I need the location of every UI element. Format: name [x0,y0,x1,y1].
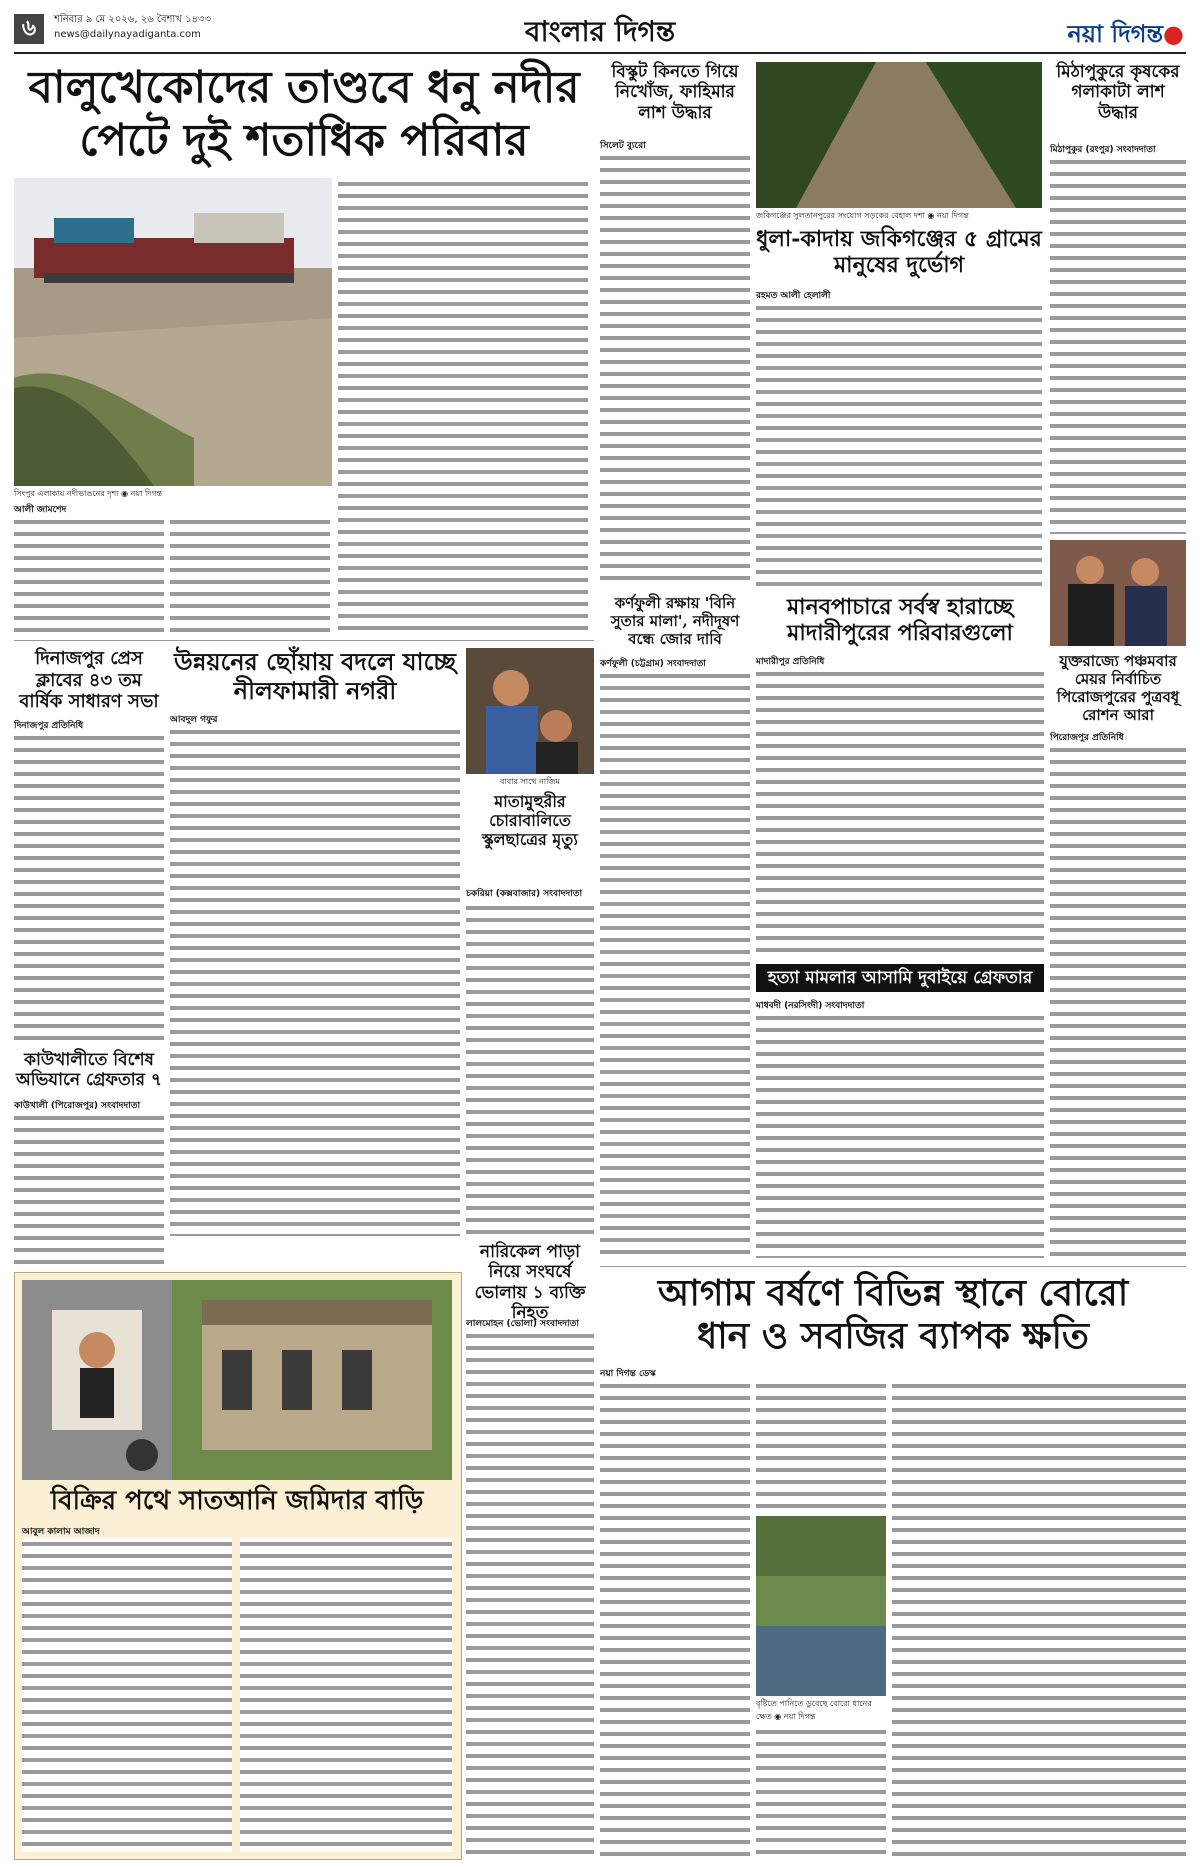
zamindar-byline: আবুল কালাম আজাদ [22,1527,100,1537]
zamindar-body-col1 [22,1538,232,1852]
mayor-photo [1050,540,1186,646]
chakaria-byline: চকরিয়া (কক্সবাজার) সংবাদদাতা [466,889,583,899]
header-rule [14,52,1186,54]
mithapukur-byline: মিঠাপুকুর (রংপুর) সংবাদদাতা [1050,145,1156,155]
karnaphuli-byline: কর্ণফুলী (চট্টগ্রাম) সংবাদদাতা [600,659,706,669]
chakaria-headline: মাতামুহুরীর চোরাবালিতে স্কুলছাত্রের মৃত্যু [482,792,578,850]
dinajpur-body [14,732,164,1044]
karnaphuli-body [600,670,750,1258]
nilphamari-body [170,726,460,1236]
madaripur-byline: মাদারীপুর প্রতিনিধি [756,657,825,667]
dubai-body [756,1012,1044,1258]
jokiganj-photo [756,62,1042,208]
bhola-byline: লালমোহন (ভোলা) সংবাদদাতা [466,1319,579,1329]
bhola-headline: নারিকেল পাড়া নিয়ে সংঘর্ষে ভোলায় ১ ব্যক্তি নিহত [474,1242,586,1324]
zamindar-body-col2 [240,1538,452,1852]
kaukhali-body [14,1112,164,1266]
boro-body-col2 [756,1380,886,1510]
lead-body-col1 [14,516,164,634]
boro-body-col2b [756,1726,886,1858]
lead-headline-line2: পেটে দুই শতাধিক পরিবার [79,114,529,166]
jokiganj-photo-caption: জকিগঞ্জের সুলতানপুরের সংযোগ সড়কের বেহাল দশা ◉ নয়া দিগন্ত [756,211,969,220]
biscuit-byline: সিলেট ব্যুরো [600,141,646,151]
boro-photo-caption: বৃষ্টিতে পানিতে ডুবেছে বোরো ধানের ক্ষেত ◉ নয়া দিগন্ত [756,1699,872,1721]
karnaphuli-headline: কর্ণফুলী রক্ষায় 'বিনি সুতার মালা', নদীদূষণ বন্ধে জোর দাবি [610,594,740,648]
zamindar-headline: বিক্রির পথে সাতআনি জমিদার বাড়ি [50,1486,424,1516]
boro-headline [600,1272,1186,1358]
boro-body-col3 [892,1380,1186,1858]
page-number: ৬ [14,14,44,44]
dinajpur-headline: দিনাজপুর প্রেস ক্লাবের ৪৩ তম বার্ষিক সাধারণ সভা [19,648,159,713]
lead-headline-line1: বালুখেকোদের তাণ্ডবে ধনু নদীর [28,62,580,113]
jokiganj-body [756,302,1042,588]
zamindar-photo [22,1280,452,1480]
mayor-body [1050,744,1186,1264]
lead-body-col3 [338,178,588,634]
madaripur-headline: মানবপাচারে সর্বস্ব হারাচ্ছে মাদারীপুরের পরিবারগুলো [786,594,1014,647]
rule [14,640,594,641]
section-title: বাংলার দিগন্ত [524,15,676,48]
kaukhali-headline: কাউখালীতে বিশেষ অভিযানে গ্রেফতার ৭ [16,1050,162,1091]
kaukhali-byline: কাউখালী (পিরোজপুর) সংবাদদাতা [14,1101,141,1111]
mayor-headline: যুক্তরাজ্যে পঞ্চমবার মেয়র নির্বাচিত পিরোজপুরের পুত্রবধূ রোশন আরা [1056,652,1180,724]
dubai-headline: হত্যা মামলার আসামি দুবাইয়ে গ্রেফতার [756,964,1044,992]
masthead-meta [54,12,211,42]
dubai-byline: মাধবদী (নরসিংদী) সংবাদদাতা [756,1001,865,1011]
date-line: শনিবার ৯ মে ২০২৬, ২৬ বৈশাখ ১৪৩৩ [54,14,212,25]
boro-headline-line2: ধান ও সবজির ব্যাপক ক্ষতি [697,1315,1089,1358]
boro-headline-line1: আগাম বর্ষণে বিভিন্ন স্থানে বোরো [657,1272,1129,1314]
rule [600,1266,1186,1267]
newspaper-logo: নয়া দিগন্ত● [1067,19,1184,48]
dinajpur-byline: দিনাজপুর প্রতিনিধি [14,721,84,731]
lead-byline: আলী জামশেদ [14,505,67,515]
madaripur-body [756,668,1044,958]
jokiganj-headline: ধুলা-কাদায় জকিগঞ্জের ৫ গ্রামের মানুষের দুর্ভোগ [756,226,1042,279]
lead-photo-caption: সিংপুর এলাকায় নদীভাঙনের দৃশ্য ◉ নয়া দিগন্ত [14,489,163,498]
lead-photo [14,178,332,486]
mithapukur-headline: মিঠাপুকুরে কৃষকের গলাকাটা লাশ উদ্ধার [1056,62,1180,123]
chakaria-body [466,902,594,1236]
bhola-body [466,1330,594,1858]
chakaria-photo-caption: বাবার সাথে নাজিম [499,777,560,786]
biscuit-headline: বিস্কুট কিনতে গিয়ে নিখোঁজ, ফাহিমার লাশ উদ্ধার [611,62,739,123]
logo-text: নয়া দিগন্ত [1067,19,1164,48]
boro-photo [756,1516,886,1696]
boro-body-col1 [600,1380,750,1858]
mayor-byline: পিরোজপুর প্রতিনিধি [1050,733,1124,743]
mithapukur-body [1050,156,1186,534]
chakaria-photo [466,648,594,774]
biscuit-body [600,152,750,588]
email: news@dailynayadiganta.com [54,29,201,40]
jokiganj-byline: রহমত আলী হেলালী [756,291,831,301]
nilphamari-byline: আবদুল গফুর [170,715,218,725]
lead-body-col2 [170,516,330,634]
nilphamari-headline: উন্নয়নের ছোঁয়ায় বদলে যাচ্ছে নীলফামারী নগরী [174,647,456,705]
boro-byline: নয়া দিগন্ত ডেস্ক [600,1369,656,1379]
lead-headline [14,62,594,168]
